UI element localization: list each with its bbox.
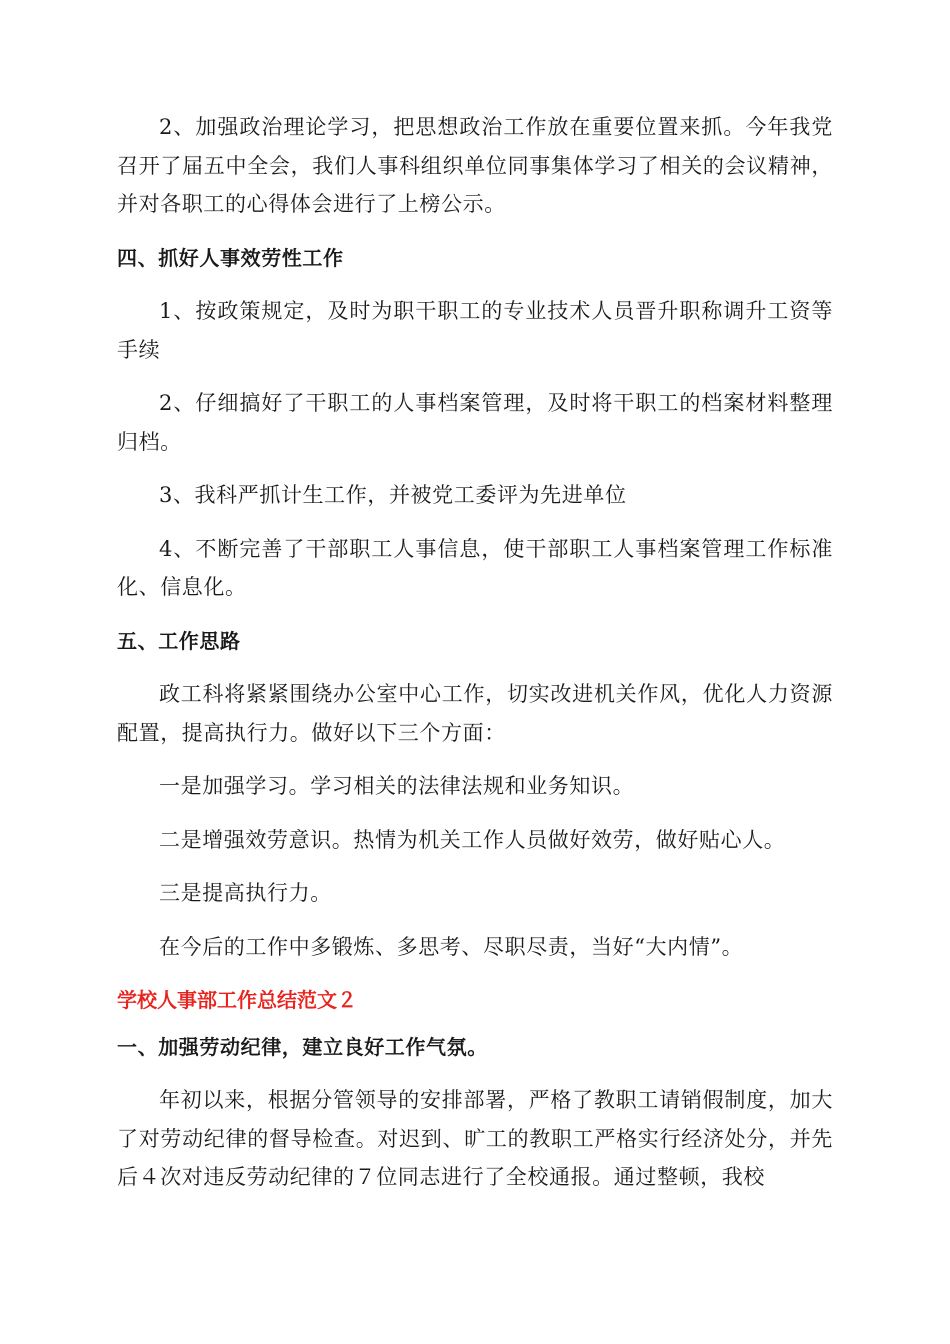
heading-work-plan: 五、工作思路 xyxy=(117,628,241,653)
paragraph-plan-item-2: 二是增强效劳意识。热情为机关工作人员做好效劳，做好贴心人。 xyxy=(159,827,786,852)
paragraph-plan-item-1: 一是加强学习。学习相关的法律法规和业务知识。 xyxy=(159,774,635,798)
section-title-sample-2: 学校人事部工作总结范文２ xyxy=(117,988,357,1012)
paragraph-political-study: 2、加强政治理论学习，把思想政治工作放在重要位置来抓。今年我党召开了届五中全会，我们人事科组织单位同事集体学习了相关的会议精神，并对各职工的心得体会进行了上榜公示。 xyxy=(117,115,833,216)
heading-personnel-service: 四、抓好人事效劳性工作 xyxy=(117,245,344,270)
heading-labor-discipline: 一、加强劳动纪律，建立良好工作气氛。 xyxy=(117,1034,488,1059)
paragraph-family-planning: 3、我科严抓计生工作，并被党工委评为先进单位 xyxy=(159,483,627,507)
paragraph-labor-discipline: 年初以来，根据分管领导的安排部署，严格了教职工请销假制度，加大了对劳动纪律的督导检查。对迟到、旷工的教职工严格实行经济处分，并先后４次对违反劳动纪律的７位同志进行了全校通报。通过整顿，我校 xyxy=(117,1088,833,1189)
paragraph-closing: 在今后的工作中多锻炼、多思考、尽职尽责，当好“大内情”。 xyxy=(159,934,744,959)
paragraph-plan-item-3: 三是提高执行力。 xyxy=(159,881,332,905)
paragraph-info-standardization: 4、不断完善了干部职工人事信息，使干部职工人事档案管理工作标准化、信息化。 xyxy=(117,536,833,599)
document-page xyxy=(117,108,833,1212)
paragraph-title-promotion: 1、按政策规定，及时为职干职工的专业技术人员晋升职称调升工资等手续 xyxy=(117,299,833,362)
paragraph-work-plan-intro: 政工科将紧紧围绕办公室中心工作，切实改进机关作风，优化人力资源配置，提高执行力。做好以下三个方面： xyxy=(117,682,833,745)
paragraph-archive-management: 2、仔细搞好了干职工的人事档案管理，及时将干职工的档案材料整理归档。 xyxy=(117,391,833,454)
